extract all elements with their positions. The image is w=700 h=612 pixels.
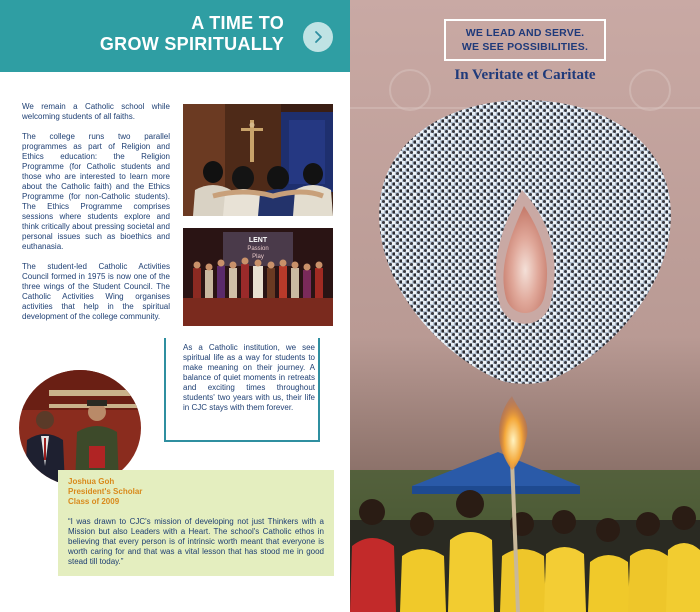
next-page-button[interactable] xyxy=(303,22,333,52)
callout-text: As a Catholic institution, we see spiritual life as a way for students to make meaning on their journey. A balance of quiet moments in retreats and exciting times throughout students' two years with us, their life in CJC stays with them forever. xyxy=(183,343,315,412)
title-line-1: A TIME TO xyxy=(191,13,284,33)
play-banner-line-1: LENT xyxy=(248,237,268,244)
title-line-2: GROW SPIRITUALLY xyxy=(99,34,284,54)
chevron-right-icon xyxy=(311,30,325,44)
motto-box xyxy=(444,19,606,61)
quote-text: “I was drawn to CJC's mission of developing not just Thinkers with a Mission but also Leaders with a Heart. The school's Catholic ethos in believing that every person is of intrinsic worth meant that everyone is worth caring for and that was a vital lesson that has stood me in good stead till today.” xyxy=(68,517,324,566)
play-banner-line-3: Play xyxy=(252,254,264,260)
paragraph-programmes: The college runs two parallel programmes as part of Religion and Ethics education: the Religion Programme (for Catholic students and those who are interested to learn more about the Catholic faith) and the Ethics Programme (for non-Catholic students). The Ethics Programme comprises sessions where students explore and think critically about pressing societal and personal issues such as bioethics and euthanasia. xyxy=(22,132,170,251)
right-page xyxy=(350,0,700,612)
header-band xyxy=(0,0,350,72)
scholar-portrait xyxy=(19,370,141,486)
body-text xyxy=(22,102,170,332)
play-banner-line-2: Passion xyxy=(247,246,269,252)
passion-play-photo xyxy=(183,228,333,326)
paragraph-intro: We remain a Catholic school while welcoming students of all faiths. xyxy=(22,102,170,121)
latin-motto: In Veritate et Caritate xyxy=(454,67,596,83)
chapel-photo xyxy=(183,104,333,216)
paragraph-council: The student-led Catholic Activities Council formed in 1975 is now one of the three wings of the Student Council. The Catholic Activities Wing organises activities that help in the spiritual development of the college community. xyxy=(22,262,170,321)
quote-attribution xyxy=(68,477,142,507)
page-title xyxy=(100,13,284,55)
scholar-class: Class of 2009 xyxy=(68,497,120,506)
motto-line-1: WE LEAD AND SERVE. xyxy=(465,27,585,39)
flame-formation-photo xyxy=(350,0,700,612)
motto-line-2: WE SEE POSSIBILITIES. xyxy=(461,41,589,53)
scholar-name: Joshua Goh xyxy=(68,477,115,486)
scholar-title: President's Scholar xyxy=(68,487,143,496)
